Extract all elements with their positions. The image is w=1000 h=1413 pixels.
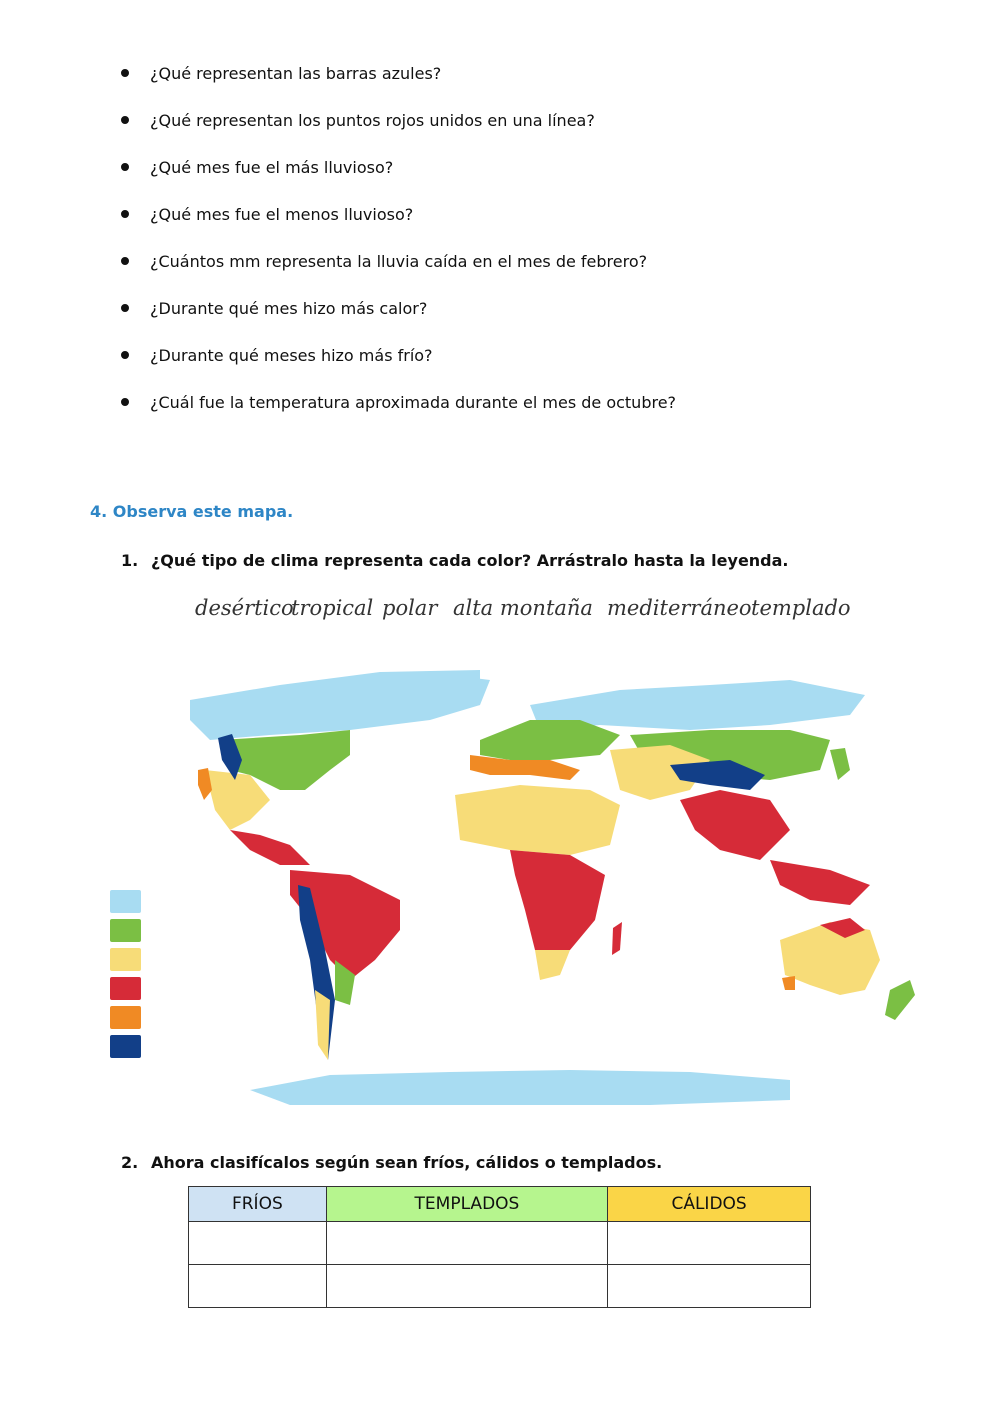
question-item: ¿Qué representan las barras azules? — [118, 60, 676, 107]
word-polar[interactable]: polar — [382, 596, 438, 620]
task1-instruction — [121, 551, 789, 570]
question-item: ¿Qué mes fue el menos lluvioso? — [118, 201, 676, 248]
map-legend — [110, 890, 141, 1064]
bullet-icon — [121, 163, 129, 171]
task2-text: Ahora clasifícalos según sean fríos, cálidos o templados. — [151, 1153, 663, 1172]
word-alta-montana[interactable]: alta montaña — [453, 596, 593, 620]
question-item: ¿Durante qué mes hizo más calor? — [118, 295, 676, 342]
bullet-icon — [121, 210, 129, 218]
world-climate-map — [150, 660, 950, 1110]
map-region-se-asia-islands — [770, 860, 870, 905]
map-region-af-desert — [455, 785, 620, 855]
map-region-asia-tropical — [680, 790, 790, 860]
word-mediterraneo[interactable]: mediterráneo — [607, 596, 752, 620]
task1-text: ¿Qué tipo de clima representa cada color? Arrástralo hasta la leyenda. — [151, 551, 789, 570]
map-region-af-south — [535, 950, 570, 980]
question-item: ¿Cuál fue la temperatura aproximada durante el mes de octubre? — [118, 389, 676, 436]
word-templado[interactable]: templado — [751, 596, 851, 620]
legend-swatch-1[interactable] — [110, 890, 141, 913]
drop-cell[interactable] — [608, 1222, 811, 1265]
word-tropical[interactable]: tropical — [291, 596, 374, 620]
question-list — [118, 60, 676, 436]
legend-swatch-3[interactable] — [110, 948, 141, 971]
legend-swatch-4[interactable] — [110, 977, 141, 1000]
question-item: ¿Cuántos mm representa la lluvia caída en el mes de febrero? — [118, 248, 676, 295]
map-region-eu-temperate — [480, 720, 620, 760]
task1-number: 1. — [121, 551, 139, 570]
table-header-row — [189, 1187, 811, 1222]
question-item: ¿Qué representan los puntos rojos unidos en una línea? — [118, 107, 676, 154]
header-calidos: CÁLIDOS — [608, 1187, 811, 1222]
drop-cell[interactable] — [326, 1265, 607, 1308]
map-region-af-tropical — [510, 850, 605, 950]
header-frios: FRÍOS — [189, 1187, 327, 1222]
map-region-new-zealand — [885, 980, 915, 1020]
drop-cell[interactable] — [189, 1265, 327, 1308]
map-region-sa-desert — [315, 990, 330, 1060]
bullet-icon — [121, 69, 129, 77]
bullet-icon — [121, 116, 129, 124]
legend-swatch-2[interactable] — [110, 919, 141, 942]
section-title: 4. Observa este mapa. — [90, 502, 294, 521]
word-desertico[interactable]: desértico — [195, 596, 294, 620]
map-region-madagascar — [612, 922, 622, 955]
question-item: ¿Durante qué meses hizo más frío? — [118, 342, 676, 389]
task2-instruction — [121, 1153, 662, 1172]
table-row — [189, 1265, 811, 1308]
bullet-icon — [121, 257, 129, 265]
legend-swatch-6[interactable] — [110, 1035, 141, 1058]
drop-cell[interactable] — [189, 1222, 327, 1265]
map-region-japan — [830, 748, 850, 780]
bullet-icon — [121, 351, 129, 359]
bullet-icon — [121, 304, 129, 312]
legend-swatch-5[interactable] — [110, 1006, 141, 1029]
table-row — [189, 1222, 811, 1265]
question-item: ¿Qué mes fue el más lluvioso? — [118, 154, 676, 201]
map-region-antarctica — [250, 1070, 790, 1105]
drop-cell[interactable] — [608, 1265, 811, 1308]
classification-table — [188, 1186, 811, 1308]
drop-cell[interactable] — [326, 1222, 607, 1265]
task2-number: 2. — [121, 1153, 139, 1172]
map-region-ca-tropical — [230, 830, 310, 865]
header-templados: TEMPLADOS — [326, 1187, 607, 1222]
bullet-icon — [121, 398, 129, 406]
map-region-au-mediterranean — [782, 976, 795, 990]
